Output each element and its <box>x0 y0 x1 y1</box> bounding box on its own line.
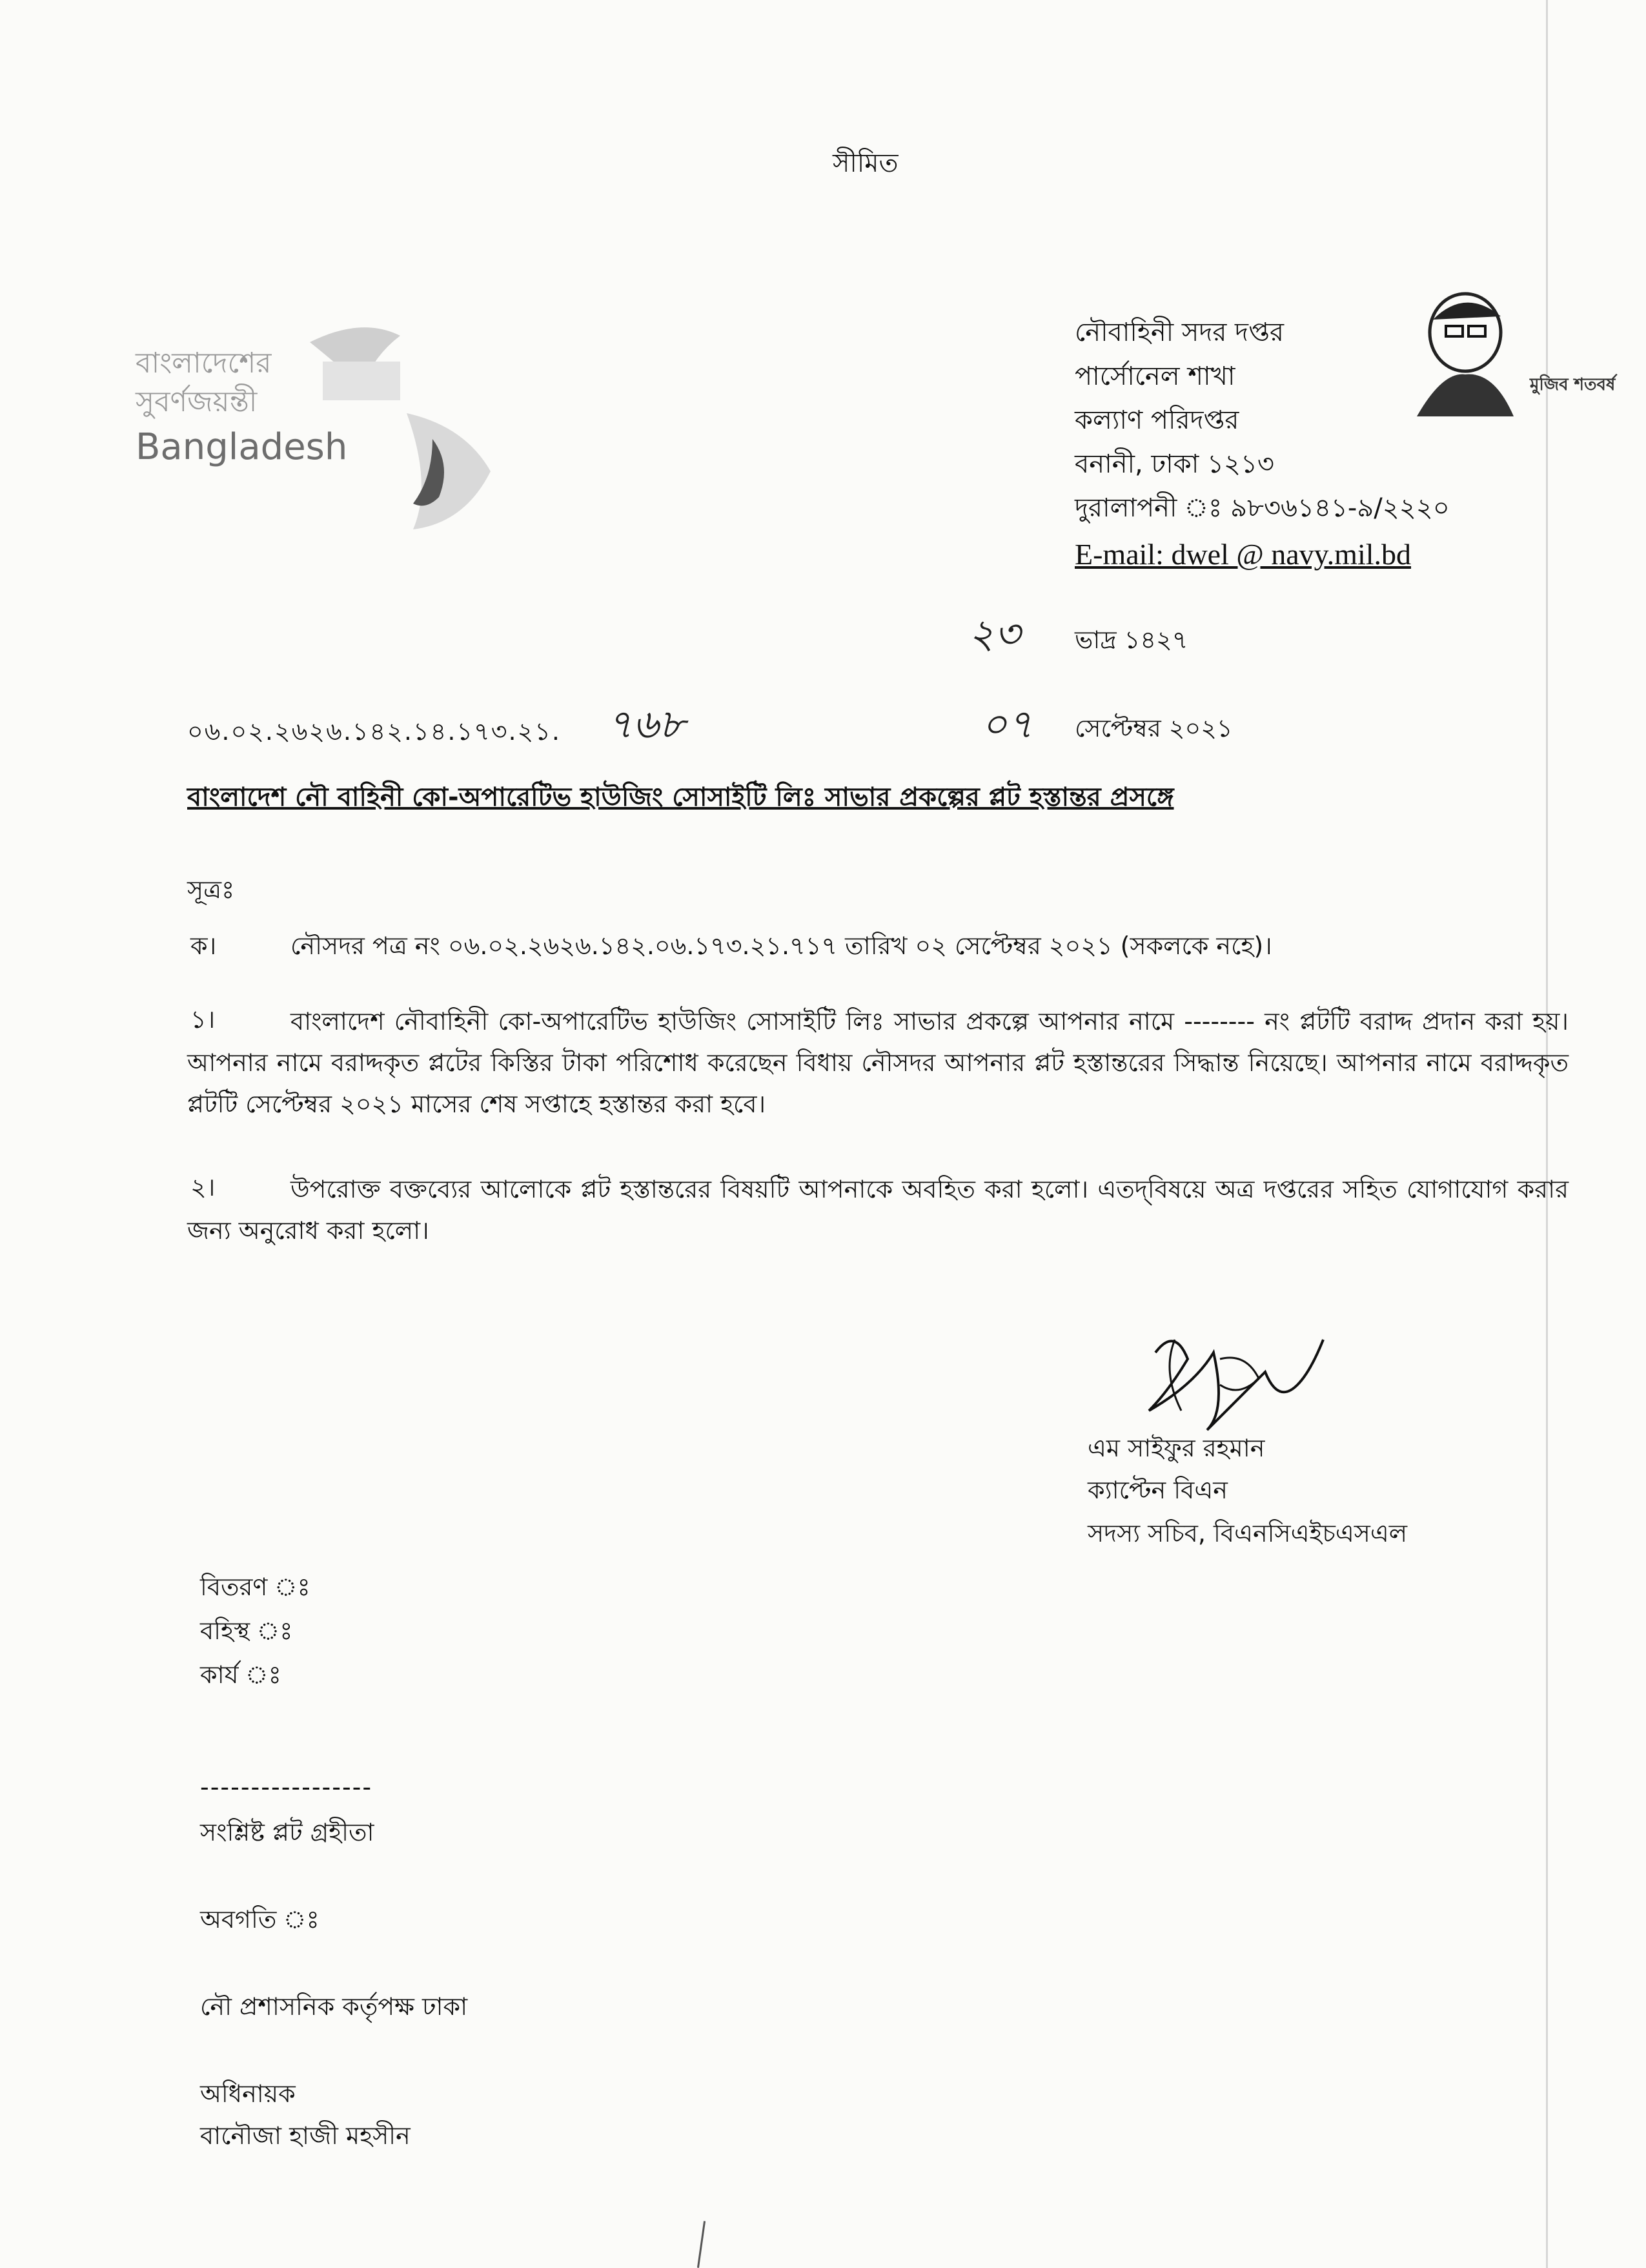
office-location: বনানী, ঢাকা ১২১৩ <box>1075 449 1274 479</box>
office-name: নৌবাহিনী সদর দপ্তর <box>1075 318 1284 347</box>
information-recipient-2-name: বানৌজা হাজী মহসীন <box>200 2121 411 2150</box>
mujib-centenary-emblem <box>1404 287 1578 416</box>
bangla-date-month: ভাদ্র ১৪২৭ <box>1075 626 1188 654</box>
signatory-designation: সদস্য সচিব, বিএনসিএইচএসএল <box>1088 1519 1408 1548</box>
reference-handwritten-number: ৭৬৮ <box>607 700 685 748</box>
office-email-link[interactable]: E-mail: dwel @ navy.mil.bd <box>1075 538 1412 571</box>
signatory-rank: ক্যাপ্টেন বিএন <box>1088 1476 1228 1504</box>
greg-date-month: সেপ্টেম্বর ২০২১ <box>1075 714 1233 742</box>
logo-text-bangladesh: Bangladesh <box>136 426 348 468</box>
information-recipient-2-title: অধিনায়ক <box>200 2079 296 2108</box>
paragraph-1-number: ১। <box>190 1005 216 1034</box>
paragraph-2-number: ২। <box>190 1173 216 1201</box>
reference-number: ০৬.০২.২৬২৬.১৪২.১৪.১৭৩.২১. <box>187 717 561 746</box>
bangla-date-day-handwritten: ২৩ <box>968 610 1021 657</box>
paragraph-2-text: উপরোক্ত বক্তব্যের আলোকে প্লট হস্তান্তরের বিষয়টি আপনাকে অবহিত করা হলো। এতদ্‌বিষয়ে অত্র দপ্তরের সহিত যোগাযোগ করার জন্য অনুরোধ করা হলো। <box>187 1175 1569 1245</box>
signatory-name: এম সাইফুর রহমান <box>1088 1434 1265 1462</box>
scan-artifact-line <box>697 2221 706 2268</box>
office-branch: পার্সোনেল শাখা <box>1075 362 1235 391</box>
letter-subject: বাংলাদেশ নৌ বাহিনী কো-অপারেটিভ হাউজিং সোসাইটি লিঃ সাভার প্রকল্পের প্লট হস্তান্তর প্রসঙ্গে <box>187 782 1174 812</box>
logo-text-bangla-2: সুবর্ণজয়ন্তী <box>136 385 258 418</box>
distribution-label: বিতরণ ঃ <box>200 1573 310 1601</box>
mujib-emblem-text: মুজিব শতবর্ষ <box>1530 375 1616 394</box>
distribution-recipient: সংশ্লিষ্ট প্লট গ্রহীতা <box>200 1818 374 1846</box>
handwritten-signature <box>1136 1314 1330 1443</box>
greg-date-day-handwritten: ০৭ <box>981 700 1033 748</box>
sutra-item-text: নৌসদর পত্র নং ০৬.০২.২৬২৬.১৪২.০৬.১৭৩.২১.৭১৭ তারিখ ০২ সেপ্টেম্বর ২০২১ (সকলকে নহে)। <box>290 932 1272 960</box>
office-phone: দুরালাপনী ঃ ৯৮৩৬১৪১-৯/২২২০ <box>1075 493 1450 523</box>
office-directorate: কল্যাণ পরিদপ্তর <box>1075 405 1239 435</box>
sutra-item-number: ক। <box>190 932 217 960</box>
information-label: অবগতি ঃ <box>200 1905 320 1934</box>
paragraph-1-text: বাংলাদেশ নৌবাহিনী কো-অপারেটিভ হাউজিং সোসাইটি লিঃ সাভার প্রকল্পে আপনার নামে -------- নং প্লটটি বরাদ্দ প্রদান করা হয়। আপনার নামে বরাদ্দকৃত প্লটের কিস্তির টাকা পরিশোধ করেছেন বিধায় নৌসদর আপনার প্লট হস্তান্তরের সিদ্ধান্ত নিয়েছে। আপনার নামে বরাদ্দকৃত প্লটটি সেপ্টেম্বর ২০২১ মাসের শেষ সপ্তাহে হস্তান্তর করা হবে। <box>187 1007 1569 1118</box>
classification-label: সীমিত <box>833 148 899 178</box>
recipient-blank-line: ----------------- <box>200 1773 373 1801</box>
sutra-label: সূত্রঃ <box>187 875 235 904</box>
distribution-external: বহিস্থ ঃ <box>200 1617 293 1645</box>
distribution-action: কার্য ঃ <box>200 1660 281 1689</box>
logo-text-bangla-1: বাংলাদেশের <box>136 347 272 380</box>
information-recipient-1: নৌ প্রশাসনিক কর্তৃপক্ষ ঢাকা <box>200 1992 468 2021</box>
